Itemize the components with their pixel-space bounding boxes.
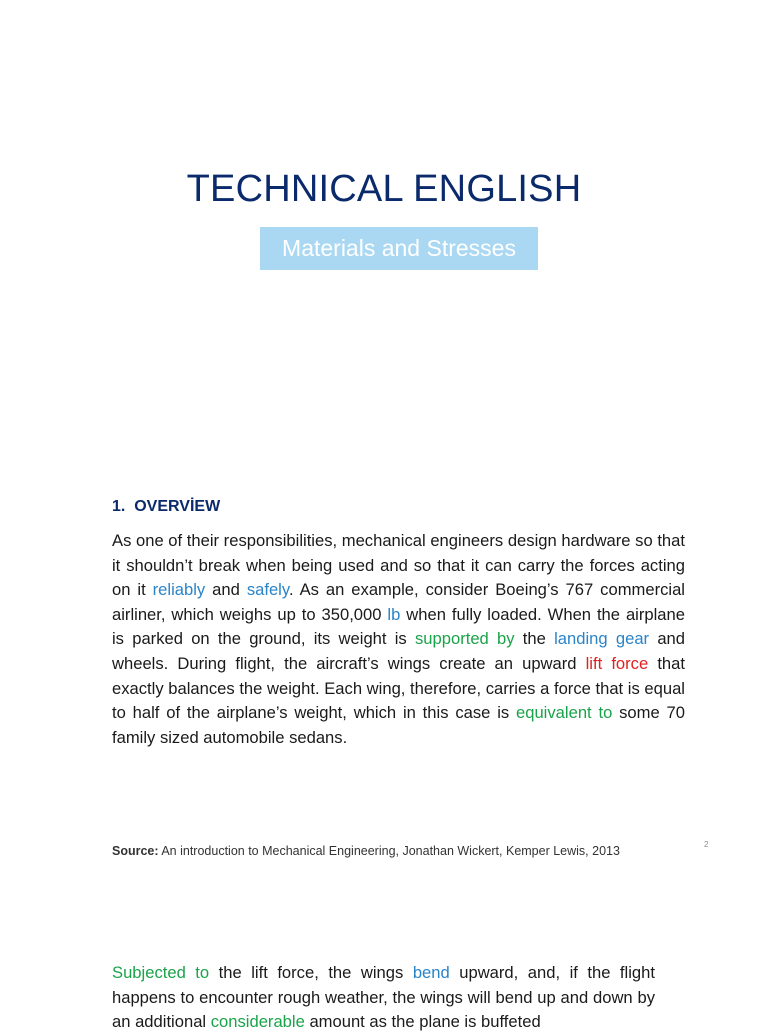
text-run: when fully loaded. When the airplane is parked on the ground, its weight is (112, 604, 685, 649)
text-run: and wheels. During flight, the aircraft’s wings create an upward (112, 629, 686, 673)
highlighted-term: lift force (585, 653, 649, 673)
source-label: Source: (112, 844, 159, 858)
text-run: amount as the plane is buffeted (304, 1012, 541, 1032)
highlighted-term: reliably (152, 580, 206, 600)
subtitle-text: Materials and Stresses (282, 235, 516, 261)
text-run: that exactly balances the weight. Each wing, therefore, carries a force that is equal to half of the airplane’s weight, which in this case is (112, 653, 685, 723)
section-heading (112, 498, 220, 516)
text-run: the lift force, the wings (209, 963, 413, 982)
overview-paragraph (112, 529, 685, 750)
highlighted-term: landing gear (554, 629, 650, 649)
section-number: 1. (112, 498, 126, 515)
document-title: TECHNICAL ENGLISH (186, 168, 582, 210)
highlighted-term: equivalent to (516, 703, 613, 723)
text-run: some 70 family sized automobile sedans. (112, 703, 685, 747)
highlighted-term: considerable (210, 1012, 305, 1032)
text-run: upward, and, if the flight happens to encounter rough weather, the wings will bend up and down by an additional (112, 963, 655, 1032)
highlighted-term: safely (246, 580, 289, 600)
section-title: OVERVİEW (134, 498, 221, 515)
subtitle-banner (260, 227, 538, 270)
text-run: . As an example, consider Boeing’s 767 commercial airliner, which weighs up to 350,000 (112, 580, 685, 624)
text-run: and (205, 580, 247, 600)
highlighted-term: Subjected to (112, 963, 210, 982)
highlighted-term: lb (387, 604, 401, 624)
source-citation (112, 844, 620, 858)
highlighted-term: bend (412, 963, 450, 982)
highlighted-term: supported by (414, 629, 515, 649)
page-number: 2 (704, 840, 709, 849)
source-text: An introduction to Mechanical Engineering, Jonathan Wickert, Kemper Lewis, 2013 (161, 844, 620, 858)
text-run: the (514, 629, 555, 649)
text-run: As one of their responsibilities, mechanical engineers design hardware so that it shouldn’t break when being used and so that it can carry the forces acting on it (112, 531, 685, 600)
